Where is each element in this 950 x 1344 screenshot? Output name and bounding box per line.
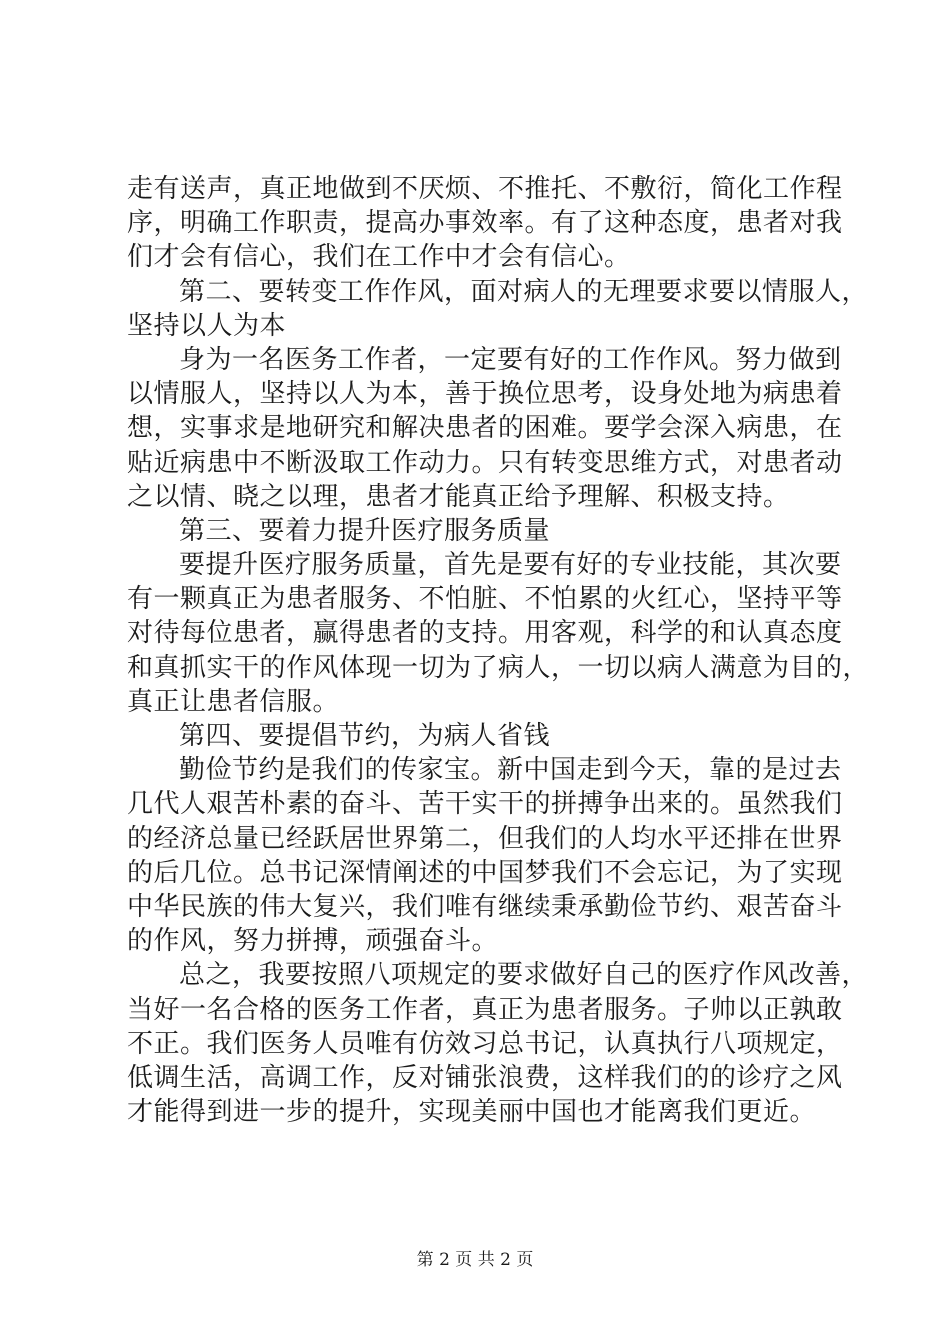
text-line: 低调生活，高调工作，反对铺张浪费，这样我们的的诊疗之风	[127, 1062, 843, 1093]
text-line: 第三、要着力提升医疗服务质量	[179, 515, 551, 546]
text-line: 之以情、晓之以理，患者才能真正给予理解、积极支持。	[127, 481, 790, 512]
text-line: 的作风，努力拼搏，顽强奋斗。	[127, 926, 499, 957]
text-line: 想，实事求是地研究和解决患者的困难。要学会深入病患，在	[127, 413, 843, 444]
text-line: 的后几位。总书记深情阐述的中国梦我们不会忘记，为了实现	[127, 857, 843, 888]
text-line: 序，明确工作职责，提高办事效率。有了这种态度，患者对我	[127, 208, 843, 239]
text-line: 对待每位患者，赢得患者的支持。用客观，科学的和认真态度	[127, 618, 843, 649]
text-line: 不正。我们医务人员唯有仿效习总书记，认真执行八项规定，	[127, 1028, 843, 1059]
text-line: 才能得到进一步的提升，实现美丽中国也才能离我们更近。	[127, 1097, 817, 1128]
text-line: 勤俭节约是我们的传家宝。新中国走到今天，靠的是过去	[179, 755, 842, 786]
text-line: 和真抓实干的作风体现一切为了病人，一切以病人满意为目的，	[127, 652, 870, 683]
text-line: 要提升医疗服务质量，首先是要有好的专业技能，其次要	[179, 550, 842, 581]
text-line: 以情服人，坚持以人为本，善于换位思考，设身处地为病患着	[127, 379, 843, 410]
text-line: 第四、要提倡节约，为病人省钱	[179, 721, 551, 751]
text-line: 中华民族的伟大复兴，我们唯有继续秉承勤俭节约、艰苦奋斗	[127, 891, 843, 922]
text-line: 真正让患者信服。	[127, 686, 340, 717]
text-line: 们才会有信心，我们在工作中才会有信心。	[127, 242, 631, 273]
text-line: 总之，我要按照八项规定的要求做好自己的医疗作风改善，	[179, 960, 869, 991]
text-line: 走有送声，真正地做到不厌烦、不推托、不敷衍，简化工作程	[127, 174, 843, 204]
text-line: 贴近病患中不断汲取工作动力。只有转变思维方式，对患者动	[127, 447, 843, 478]
text-line: 的经济总量已经跃居世界第二，但我们的人均水平还排在世界	[127, 823, 843, 854]
text-line: 有一颗真正为患者服务、不怕脏、不怕累的火红心，坚持平等	[127, 584, 843, 615]
text-line: 几代人艰苦朴素的奋斗、苦干实干的拼搏争出来的。虽然我们	[127, 789, 843, 820]
page-footer: 第 2 页 共 2 页	[416, 1250, 534, 1270]
text-line: 坚持以人为本	[127, 310, 287, 341]
text-line: 身为一名医务工作者，一定要有好的工作作风。努力做到	[179, 344, 842, 375]
text-line: 当好一名合格的医务工作者，真正为患者服务。子帅以正孰敢	[127, 994, 843, 1025]
document-body	[127, 172, 870, 1129]
text-line: 第二、要转变工作作风，面对病人的无理要求要以情服人，	[179, 276, 869, 307]
